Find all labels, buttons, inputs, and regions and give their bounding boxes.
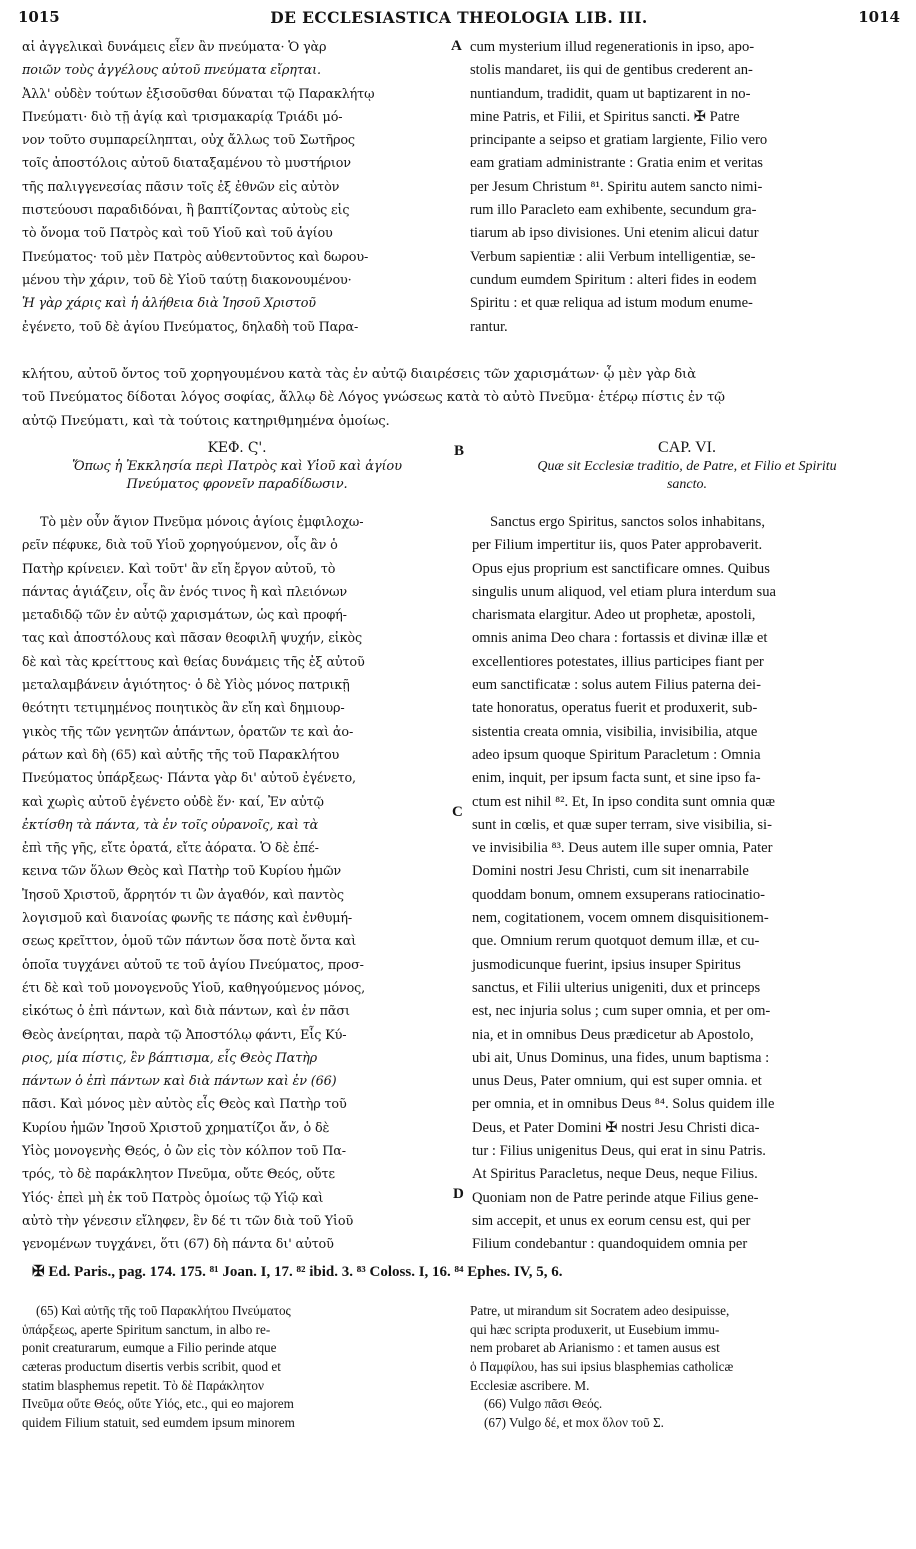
margin-letter-b: B [454, 443, 465, 459]
text-line: Πατὴρ κρίνειεν. Καὶ τοῦτ' ἂν εἴη ἔργον αὐτοῦ, τὸ [22, 561, 336, 577]
text-line: ve invisibilia ⁸³. Deus autem ille super omnia, Pater [472, 840, 773, 857]
text-line: eum sanctificatæ : solus autem Filius paterna dei- [472, 677, 761, 694]
text-line: πάντων ὁ ἐπὶ πάντων καὶ διὰ πάντων καὶ ἐν (66) [22, 1074, 337, 1090]
text-line: Πνεύματος· τοῦ μὲν Πατρὸς αὐθεντοῦντος καὶ δωρου- [22, 249, 369, 265]
text-line: ποιῶν τοὺς ἀγγέλους αὐτοῦ πνεύματα εἴρηται. [22, 63, 321, 79]
text-line: stolis mandaret, iis qui de gentibus crederent an- [470, 62, 753, 79]
text-line: Κυρίου ἡμῶν Ἰησοῦ Χριστοῦ χρηματίζοι ἄν, ὁ δὲ [22, 1120, 330, 1136]
note-line: (65) Καὶ αὐτῆς τῆς τοῦ Παρακλήτου Πνεύματος [36, 1303, 291, 1318]
text-line: est, nec injuria solus ; cum super omnia, et per om- [472, 1003, 771, 1020]
greek-column-top [22, 36, 462, 339]
text-line: quoddam bonum, omnem exsuperans ratiocinatio- [472, 886, 766, 903]
text-line: Filium condebantur : quandoquidem omnia per [472, 1236, 748, 1253]
text-line: Ἀλλ' οὐδὲν τούτων ἐξισοῦσθαι δύναται τῷ Παρακλήτῳ [22, 86, 375, 102]
margin-letter-d: D [453, 1186, 464, 1202]
chapter-subtitle: sancto. [666, 477, 708, 492]
text-line: αὐτῷ Πνεύματι, καὶ τὰ τούτοις κατηριθμημένα ὁμοίως. [22, 413, 390, 429]
page-number-left: 1015 [18, 8, 60, 26]
text-line: singulis unum aliquod, vel etiam plura interdum sua [472, 583, 776, 600]
text-line: charismata elargitur. Adeo ut prophetæ, apostoli, [472, 607, 756, 624]
notes-left-column [22, 1302, 458, 1433]
text-line: πάντας ἁγιάζειν, οἷς ἂν ἑνός τινος ἢ καὶ πλειόνων [22, 584, 348, 600]
text-line: ἐκτίσθη τὰ πάντα, τὰ ἐν τοῖς οὐρανοῖς, καὶ τὰ [22, 817, 319, 833]
text-line: εἰκότως ὁ ἐπὶ πάντων, καὶ διὰ πάντων, καὶ ἐν πᾶσι [22, 1004, 350, 1020]
text-line: cum mysterium illud regenerationis in ipso, apo- [470, 39, 755, 55]
latin-chapter-heading [472, 438, 902, 494]
note-line: ὁ Παμφίλου, has sui ipsius blasphemias catholicæ [470, 1359, 734, 1375]
text-line: σεως κρεῖττον, ὁμοῦ τῶν πάντων ὅσα ποτὲ ὄντα καὶ [22, 934, 357, 950]
text-line: Verbum sapientiæ : alii Verbum intelligentiæ, se- [470, 248, 756, 265]
greek-chapter-heading [22, 438, 452, 494]
text-line: cundum eumdem Spiritum : alteri fides in eodem [470, 271, 757, 288]
text-line: πιστεύουσι παραδιδόναι, ἢ βαπτίζοντας αὐτοὺς εἰς [22, 203, 350, 219]
greek-full-width-block [22, 367, 902, 437]
text-line: At Spiritus Paracletus, neque Deus, neque Filius. [472, 1166, 758, 1183]
text-line: Πνεύματος ὑπάρξεως· Πάντα γὰρ δι' αὐτοῦ ἐγένετο, [22, 771, 356, 787]
text-line: γικὸς τῆς τῶν γενητῶν ἁπάντων, ὁρατῶν τε καὶ ἀο- [22, 724, 354, 740]
text-line: μεταλαμβάνειν ἁγιότητος· ὁ δὲ Υἱὸς μόνος πατρικῇ [22, 678, 350, 694]
chapter-subtitle: Ὅπως ἡ Ἐκκλησία περὶ Πατρὸς καὶ Υἱοῦ καὶ ἁγίου [72, 459, 402, 474]
greek-column-main [22, 511, 462, 1257]
note-line: statim blasphemus repetit. Τὸ δὲ Παράκλητον [22, 1377, 264, 1393]
text-line: Θεὸς ἀνείρηται, παρὰ τῷ Ἀποστόλῳ φάντι, Εἷς Κύ- [22, 1027, 347, 1043]
text-line: τοῦ Πνεύματος δίδοται λόγος σοφίας, ἄλλῳ δὲ Λόγος γνώσεως κατὰ τὸ αὐτὸ Πνεῦμα· ἑτέρῳ πίστις ἐν τῷ [22, 390, 725, 406]
text-line: Opus ejus proprium est sanctificare omnes. Quibus [472, 560, 770, 577]
text-line: sim accepit, et unus ex eorum censu est, qui per [472, 1212, 751, 1229]
text-line: τὸ ὄνομα τοῦ Πατρὸς καὶ τοῦ Υἱοῦ καὶ τοῦ ἁγίου [22, 226, 333, 242]
text-line: principante a seipso et gratiam largiente, Filio vero [470, 132, 768, 149]
running-header [18, 8, 900, 32]
running-head-title: DE ECCLESIASTICA THEOLOGIA LIB. III. [270, 8, 648, 27]
text-line: Sanctus ergo Spiritus, sanctos solos inhabitans, [490, 514, 765, 530]
text-line: per Jesum Christum ⁸¹. Spiritu autem sancto nimi- [470, 178, 763, 195]
note-line: nem probaret ab Arianismo : et tamen ausus est [470, 1340, 720, 1356]
text-line: τοῖς ἀποστόλοις αὐτοῦ διαταξαμένου τὸ μυστήριον [22, 156, 351, 172]
text-line: Ἡ γὰρ χάρις καὶ ἡ ἀλήθεια διὰ Ἰησοῦ Χριστοῦ [22, 296, 316, 312]
text-line: νον τοῦτο συμπαρείληπται, οὐχ ἄλλως τοῦ Σωτῆρος [22, 133, 355, 149]
text-line: Deus, et Pater Domini ✠ nostri Jesu Christi dica- [472, 1119, 760, 1136]
chapter-title: ΚΕΦ. Ϛ'. [207, 440, 267, 456]
margin-letter-c: C [452, 804, 463, 820]
text-line: πᾶσι. Καὶ μόνος μὲν αὐτὸς εἷς Θεὸς καὶ Πατὴρ τοῦ [22, 1097, 347, 1113]
text-line: τῆς παλιγγενεσίας πᾶσιν τοῖς ἐξ ἐθνῶν εἰς αὐτὸν [22, 179, 340, 195]
note-line: ὑπάρξεως, aperte Spiritum sanctum, in albo re- [22, 1321, 271, 1337]
text-line: Quoniam non de Patre perinde atque Filius gene- [472, 1189, 759, 1206]
notes-right-column [470, 1302, 902, 1433]
note-line: Πνεῦμα οὔτε Θεός, οὔτε Υἱός, etc., qui eo majorem [22, 1396, 294, 1412]
note-line: quidem Filium statuit, sed eumdem ipsum minorem [22, 1415, 295, 1431]
note-line: (67) Vulgo δέ, et mox ὅλον τοῦ Σ. [484, 1415, 664, 1431]
text-line: nem, cogitationem, vocem omnem disquisitionem- [472, 910, 769, 927]
text-line: Spiritu : et quæ reliqua ad istum modum enume- [470, 295, 753, 312]
text-line: excellentiores potestates, illius participes fiant per [472, 653, 764, 670]
text-line: rantur. [470, 318, 508, 335]
text-line: eam gratiam administrante : Gratia enim et veritas [470, 155, 763, 172]
text-line: omnis anima Deo chara : fortassis et divinæ illæ et [472, 630, 768, 647]
note-line: Ecclesiæ ascribere. M. [470, 1377, 590, 1393]
text-line: τρός, τὸ δὲ παράκλητον Πνεῦμα, οὔτε Θεός, οὔτε [22, 1167, 335, 1183]
text-line: Υἱὸς μονογενὴς Θεός, ὁ ὢν εἰς τὸν κόλπον τοῦ Πα- [22, 1144, 346, 1160]
text-line: τας καὶ ἀποστόλους καὶ πᾶσαν θεοφιλῆ ψυχήν, εἰκὸς [22, 631, 362, 647]
text-line: ubi ait, Unus Dominus, una fides, unum baptisma : [472, 1049, 770, 1066]
text-line: γενομένων τυγχάνει, ὅτι (67) δὴ πάντα δι' αὐτοῦ [22, 1237, 334, 1253]
text-line: adeo ipsum quoque Spiritum Paracletum : Omnia [472, 746, 761, 763]
latin-column-main [472, 511, 902, 1257]
note-line: ponit creaturarum, eumque a Filio perinde atque [22, 1340, 277, 1356]
text-line: Domini nostri Jesu Christi, cum sit inenarrabile [472, 863, 749, 880]
latin-column-top [470, 36, 902, 339]
text-line: que. Omnium rerum quotquot demum illæ, et cu- [472, 933, 760, 950]
text-line: αὐτὸ τὴν γένεσιν εἴληφεν, ἓν δέ τι τῶν διὰ τοῦ Υἱοῦ [22, 1213, 354, 1229]
text-line: κλήτου, αὐτοῦ ὄντος τοῦ χορηγουμένου κατὰ τὰς ἐν αὐτῷ διαιρέσεις τῶν χαρισμάτων· ᾧ μὲν γὰρ διὰ [22, 367, 696, 382]
chapter-subtitle: Quæ sit Ecclesiæ traditio, de Patre, et Filio et Spiritu [537, 459, 837, 474]
text-line: tiarum ab ipso divisiones. Uni etenim alicui datur [470, 225, 759, 242]
chapter-subtitle: Πνεύματος φρονεῖν παραδίδωσιν. [126, 477, 348, 492]
text-line: sanctus, et Filii ulterius unigeniti, dux et princeps [472, 979, 761, 996]
text-line: per Filium impertitur iis, quos Pater approbaverit. [472, 537, 763, 554]
text-line: ρεῖν πέφυκε, διὰ τοῦ Υἱοῦ χορηγούμενον, οἷς ἂν ὁ [22, 538, 338, 554]
text-line: ριος, μία πίστις, ἓν βάπτισμα, εἷς Θεὸς Πατὴρ [22, 1050, 317, 1066]
text-line: Ἰησοῦ Χριστοῦ, ἄρρητόν τι ὢν ἀγαθόν, καὶ παντὸς [22, 887, 344, 903]
text-line: κεινα τῶν ὅλων Θεὸς καὶ Πατὴρ τοῦ Κυρίου ἡμῶν [22, 864, 342, 880]
text-line: tur : Filius unigenitus Deus, qui erat in sinu Patris. [472, 1143, 766, 1160]
text-line: rum illo Paracleto eam exhibente, secundum gra- [470, 202, 757, 219]
text-line: nia, et in omnibus Deus prædicetur ab Apostolo, [472, 1026, 754, 1043]
note-line: qui hæc scripta produxerit, ut Eusebium immu- [470, 1321, 720, 1337]
chapter-title: CAP. VI. [658, 439, 716, 456]
text-line: δὲ καὶ τὰς κρείττους καὶ θείας δυνάμεις τῆς ἐξ αὐτοῦ [22, 654, 365, 670]
text-line: έτι δὲ καὶ τοῦ μονογενοῦς Υἱοῦ, καθηγούμενος μόνος, [22, 980, 366, 996]
note-line: cæteras productum disertis verbis scribit, quod et [22, 1359, 281, 1375]
text-line: unus Deus, Pater omnium, qui est super omnia. et [472, 1073, 762, 1090]
text-line: μεταδιδῷ τῶν ἐν αὐτῷ χαρισμάτων, ὡς καὶ προφή- [22, 608, 347, 624]
footnote-references: ✠ Ed. Paris., pag. 174. 175. ⁸¹ Joan. I, 17. ⁸² ibid. 3. ⁸³ Coloss. I, 16. ⁸⁴ Ephes. IV, 5, 6. [32, 1264, 563, 1280]
text-line: ὁποῖα τυγχάνει αὐτοῦ τε τοῦ ἁγίου Πνεύματος, προσ- [22, 957, 364, 973]
text-line: sistentia creata omnia, visibilia, invisibilia, atque [472, 723, 758, 740]
text-line: Πνεύματι· διὸ τῇ ἁγίᾳ καὶ τρισμακαρίᾳ Τριάδι μό- [22, 109, 343, 125]
text-line: μένου τὴν χάριν, τοῦ δὲ Υἱοῦ ταύτῃ διακονουμένου· [22, 272, 352, 288]
text-line: per omnia, et in omnibus Deus ⁸⁴. Solus quidem ille [472, 1096, 775, 1113]
text-line: mine Patris, et Filii, et Spiritus sancti. ✠ Patre [470, 108, 740, 125]
text-line: καὶ χωρὶς αὐτοῦ ἐγένετο οὐδὲ ἕν· καί, Ἐν αὐτῷ [22, 794, 324, 810]
text-line: jusmodicunque fuerint, ipsius insuper Spiritus [472, 956, 741, 973]
text-line: ράτων καὶ δὴ (65) καὶ αὐτῆς τῆς τοῦ Παρακλήτου [22, 747, 340, 763]
text-line: sunt in cœlis, et quæ super terram, sive visibilia, si- [472, 816, 772, 833]
text-line: ἐγένετο, τοῦ δὲ ἁγίου Πνεύματος, δηλαδὴ τοῦ Παρα- [22, 319, 359, 335]
text-line: tate honoratus, operatus fuerit et produxerit, sub- [472, 700, 758, 717]
text-line: Υἱός· ἐπεὶ μὴ ἐκ τοῦ Πατρὸς ὁμοίως τῷ Υἱῷ καὶ [22, 1190, 324, 1206]
note-line: (66) Vulgo πᾶσι Θεός. [484, 1396, 603, 1412]
text-line: θεότητι τετιμημένος ποιητικὸς ἂν εἴη καὶ δημιουρ- [22, 701, 345, 717]
margin-letter-a: A [451, 38, 462, 54]
page-number-right: 1014 [858, 8, 900, 26]
note-line: Patre, ut mirandum sit Socratem adeo desipuisse, [470, 1303, 730, 1318]
text-line: ctum est nihil ⁸². Et, In ipso condita sunt omnia quæ [472, 793, 775, 810]
text-line: ἐπὶ τῆς γῆς, εἴτε ὁρατά, εἴτε ἀόρατα. Ὁ δὲ ἐπέ- [22, 841, 319, 857]
text-line: enim, inquit, per ipsum facta sunt, et sine ipso fa- [472, 770, 761, 787]
text-line: Τὸ μὲν οὖν ἅγιον Πνεῦμα μόνοις ἁγίοις ἐμφιλοχω- [40, 515, 364, 530]
text-line: αἱ ἀγγελικαὶ δυνάμεις εἶεν ἂν πνεύματα· Ὁ γὰρ [22, 40, 327, 55]
text-line: λογισμοῦ καὶ διανοίας φωνῆς τε πάσης καὶ ἐνθυμή- [22, 911, 353, 927]
text-line: nuntiandum, tradidit, quam ut baptizarent in no- [470, 85, 751, 102]
